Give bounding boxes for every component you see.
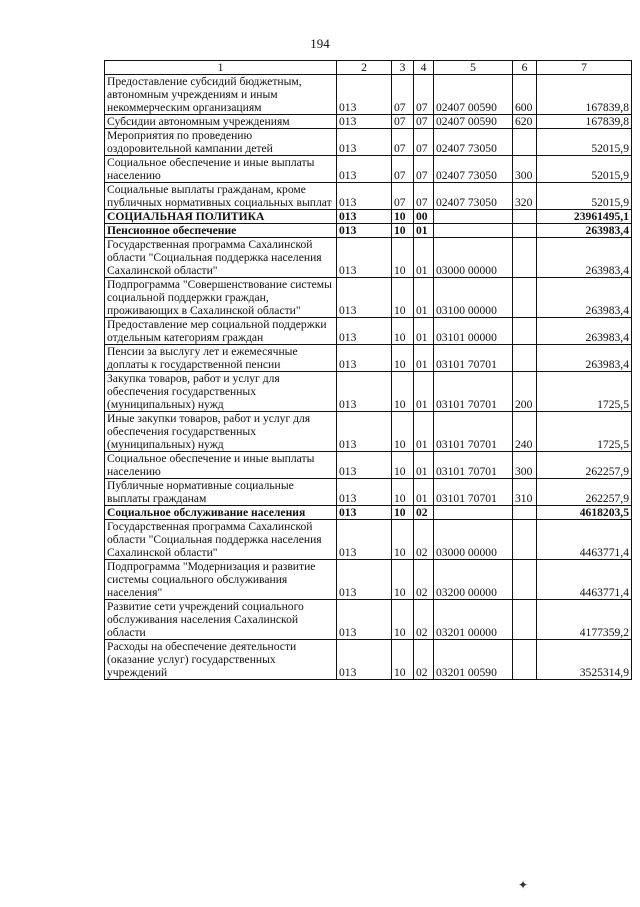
row-target-code: 03000 00000 — [434, 238, 513, 278]
row-section: 10 — [392, 412, 414, 452]
row-name: Иные закупки товаров, работ и услуг для обеспечения государственных (муниципальных) нужд — [105, 412, 337, 452]
row-expense-type — [513, 129, 537, 156]
row-name: Социальное обслуживание населения — [105, 506, 337, 520]
row-amount: 4618203,5 — [537, 506, 632, 520]
row-amount: 263983,4 — [537, 318, 632, 345]
row-section: 07 — [392, 156, 414, 183]
row-subsection: 01 — [414, 224, 434, 238]
row-name: Публичные нормативные социальные выплаты гражданам — [105, 479, 337, 506]
row-name: Социальные выплаты гражданам, кроме публичных нормативных социальных выплат — [105, 183, 337, 210]
row-expense-type — [513, 210, 537, 224]
header-col-4: 4 — [414, 61, 434, 75]
row-subsection: 07 — [414, 75, 434, 115]
row-name: Подпрограмма "Совершенствование системы социальной поддержки граждан, проживающих в Сахалинской области" — [105, 278, 337, 318]
table-row — [105, 520, 632, 560]
row-section: 07 — [392, 183, 414, 210]
row-admin-code: 013 — [337, 210, 392, 224]
row-expense-type — [513, 345, 537, 372]
table-row — [105, 345, 632, 372]
row-target-code: 02407 73050 — [434, 183, 513, 210]
row-subsection: 01 — [414, 452, 434, 479]
table-row — [105, 156, 632, 183]
row-target-code — [434, 506, 513, 520]
row-name: Закупка товаров, работ и услуг для обеспечения государственных (муниципальных) нужд — [105, 372, 337, 412]
table-row — [105, 210, 632, 224]
table-row — [105, 129, 632, 156]
row-name: Социальное обеспечение и иные выплаты населению — [105, 156, 337, 183]
row-amount: 3525314,9 — [537, 640, 632, 680]
row-subsection: 02 — [414, 520, 434, 560]
row-expense-type — [513, 600, 537, 640]
row-subsection: 01 — [414, 318, 434, 345]
row-expense-type — [513, 224, 537, 238]
row-subsection: 07 — [414, 156, 434, 183]
row-amount: 4463771,4 — [537, 520, 632, 560]
row-amount: 262257,9 — [537, 452, 632, 479]
row-amount: 1725,5 — [537, 412, 632, 452]
row-target-code: 03101 00000 — [434, 318, 513, 345]
row-amount: 1725,5 — [537, 372, 632, 412]
row-name: Предоставление субсидий бюджетным, автономным учреждениям и иным некоммерческим организациям — [105, 75, 337, 115]
table-row — [105, 183, 632, 210]
row-admin-code: 013 — [337, 238, 392, 278]
row-section: 10 — [392, 278, 414, 318]
row-target-code: 03101 70701 — [434, 479, 513, 506]
table-row — [105, 238, 632, 278]
margin-mark: ✦ — [518, 878, 529, 892]
row-amount: 52015,9 — [537, 156, 632, 183]
row-admin-code: 013 — [337, 183, 392, 210]
row-name: Подпрограмма "Модернизация и развитие системы социального обслуживания населения" — [105, 560, 337, 600]
table-row — [105, 479, 632, 506]
row-target-code: 03201 00590 — [434, 640, 513, 680]
table-row — [105, 372, 632, 412]
row-subsection: 07 — [414, 115, 434, 129]
row-target-code — [434, 210, 513, 224]
row-name: Субсидии автономным учреждениям — [105, 115, 337, 129]
row-expense-type: 300 — [513, 452, 537, 479]
row-expense-type: 240 — [513, 412, 537, 452]
row-target-code: 03101 70701 — [434, 372, 513, 412]
row-subsection: 02 — [414, 506, 434, 520]
row-amount: 52015,9 — [537, 129, 632, 156]
row-amount: 262257,9 — [537, 479, 632, 506]
row-name: Предоставление мер социальной поддержки отдельным категориям граждан — [105, 318, 337, 345]
row-section: 07 — [392, 115, 414, 129]
table-row — [105, 75, 632, 115]
table-row — [105, 318, 632, 345]
row-admin-code: 013 — [337, 345, 392, 372]
row-subsection: 01 — [414, 479, 434, 506]
row-amount: 23961495,1 — [537, 210, 632, 224]
row-admin-code: 013 — [337, 115, 392, 129]
row-expense-type — [513, 506, 537, 520]
row-expense-type — [513, 560, 537, 600]
row-expense-type: 600 — [513, 75, 537, 115]
row-name: Пенсионное обеспечение — [105, 224, 337, 238]
row-name: Развитие сети учреждений социального обслуживания населения Сахалинской области — [105, 600, 337, 640]
row-section: 07 — [392, 75, 414, 115]
row-name: Государственная программа Сахалинской области "Социальная поддержка населения Сахалинской области" — [105, 238, 337, 278]
header-row — [105, 61, 632, 75]
row-name: Государственная программа Сахалинской области "Социальная поддержка населения Сахалинской области" — [105, 520, 337, 560]
row-subsection: 01 — [414, 412, 434, 452]
row-name: Мероприятия по проведению оздоровительной кампании детей — [105, 129, 337, 156]
row-admin-code: 013 — [337, 506, 392, 520]
table-row — [105, 412, 632, 452]
row-name: Социальное обеспечение и иные выплаты населению — [105, 452, 337, 479]
row-section: 07 — [392, 129, 414, 156]
row-section: 10 — [392, 452, 414, 479]
row-target-code: 03000 00000 — [434, 520, 513, 560]
row-admin-code: 013 — [337, 600, 392, 640]
row-target-code: 02407 00590 — [434, 115, 513, 129]
row-expense-type — [513, 520, 537, 560]
row-target-code: 02407 00590 — [434, 75, 513, 115]
table-row — [105, 452, 632, 479]
row-section: 10 — [392, 560, 414, 600]
row-target-code: 03101 70701 — [434, 452, 513, 479]
row-subsection: 02 — [414, 640, 434, 680]
row-target-code — [434, 224, 513, 238]
table-row — [105, 560, 632, 600]
row-expense-type: 310 — [513, 479, 537, 506]
row-expense-type — [513, 318, 537, 345]
table-row — [105, 640, 632, 680]
row-name: СОЦИАЛЬНАЯ ПОЛИТИКА — [105, 210, 337, 224]
row-admin-code: 013 — [337, 479, 392, 506]
row-expense-type — [513, 238, 537, 278]
row-section: 10 — [392, 224, 414, 238]
row-subsection: 01 — [414, 372, 434, 412]
row-subsection: 07 — [414, 129, 434, 156]
row-admin-code: 013 — [337, 520, 392, 560]
row-admin-code: 013 — [337, 640, 392, 680]
row-section: 10 — [392, 640, 414, 680]
row-expense-type — [513, 640, 537, 680]
row-admin-code: 013 — [337, 318, 392, 345]
header-col-3: 3 — [392, 61, 414, 75]
row-admin-code: 013 — [337, 560, 392, 600]
header-col-7: 7 — [537, 61, 632, 75]
table-row — [105, 600, 632, 640]
row-section: 10 — [392, 600, 414, 640]
row-target-code: 03100 00000 — [434, 278, 513, 318]
header-col-5: 5 — [434, 61, 513, 75]
row-amount: 4177359,2 — [537, 600, 632, 640]
header-col-2: 2 — [337, 61, 392, 75]
row-expense-type: 300 — [513, 156, 537, 183]
row-subsection: 01 — [414, 238, 434, 278]
row-amount: 52015,9 — [537, 183, 632, 210]
table-body — [105, 75, 632, 680]
row-admin-code: 013 — [337, 156, 392, 183]
row-section: 10 — [392, 318, 414, 345]
row-amount: 4463771,4 — [537, 560, 632, 600]
row-admin-code: 013 — [337, 129, 392, 156]
row-amount: 263983,4 — [537, 238, 632, 278]
row-name: Пенсии за выслугу лет и ежемесячные доплаты к государственной пенсии — [105, 345, 337, 372]
header-col-6: 6 — [513, 61, 537, 75]
row-section: 10 — [392, 506, 414, 520]
header-col-1: 1 — [105, 61, 337, 75]
row-section: 10 — [392, 479, 414, 506]
row-subsection: 07 — [414, 183, 434, 210]
row-section: 10 — [392, 345, 414, 372]
row-target-code: 02407 73050 — [434, 156, 513, 183]
row-target-code: 03101 70701 — [434, 412, 513, 452]
table-row — [105, 278, 632, 318]
table-row — [105, 506, 632, 520]
row-name: Расходы на обеспечение деятельности (оказание услуг) государственных учреждений — [105, 640, 337, 680]
row-subsection: 01 — [414, 278, 434, 318]
row-section: 10 — [392, 210, 414, 224]
page-number: 194 — [310, 36, 330, 51]
table-row — [105, 224, 632, 238]
row-target-code: 02407 73050 — [434, 129, 513, 156]
row-section: 10 — [392, 238, 414, 278]
row-expense-type: 620 — [513, 115, 537, 129]
row-admin-code: 013 — [337, 452, 392, 479]
row-expense-type: 200 — [513, 372, 537, 412]
row-admin-code: 013 — [337, 278, 392, 318]
row-section: 10 — [392, 520, 414, 560]
row-amount: 167839,8 — [537, 75, 632, 115]
table-row — [105, 115, 632, 129]
row-target-code: 03101 70701 — [434, 345, 513, 372]
row-amount: 263983,4 — [537, 345, 632, 372]
row-amount: 263983,4 — [537, 278, 632, 318]
row-section: 10 — [392, 372, 414, 412]
row-admin-code: 013 — [337, 412, 392, 452]
row-amount: 263983,4 — [537, 224, 632, 238]
row-admin-code: 013 — [337, 372, 392, 412]
row-admin-code: 013 — [337, 75, 392, 115]
row-target-code: 03200 00000 — [434, 560, 513, 600]
row-target-code: 03201 00000 — [434, 600, 513, 640]
row-expense-type: 320 — [513, 183, 537, 210]
row-expense-type — [513, 278, 537, 318]
row-amount: 167839,8 — [537, 115, 632, 129]
row-subsection: 02 — [414, 560, 434, 600]
row-subsection: 02 — [414, 600, 434, 640]
row-subsection: 00 — [414, 210, 434, 224]
budget-table — [104, 60, 632, 680]
row-admin-code: 013 — [337, 224, 392, 238]
row-subsection: 01 — [414, 345, 434, 372]
